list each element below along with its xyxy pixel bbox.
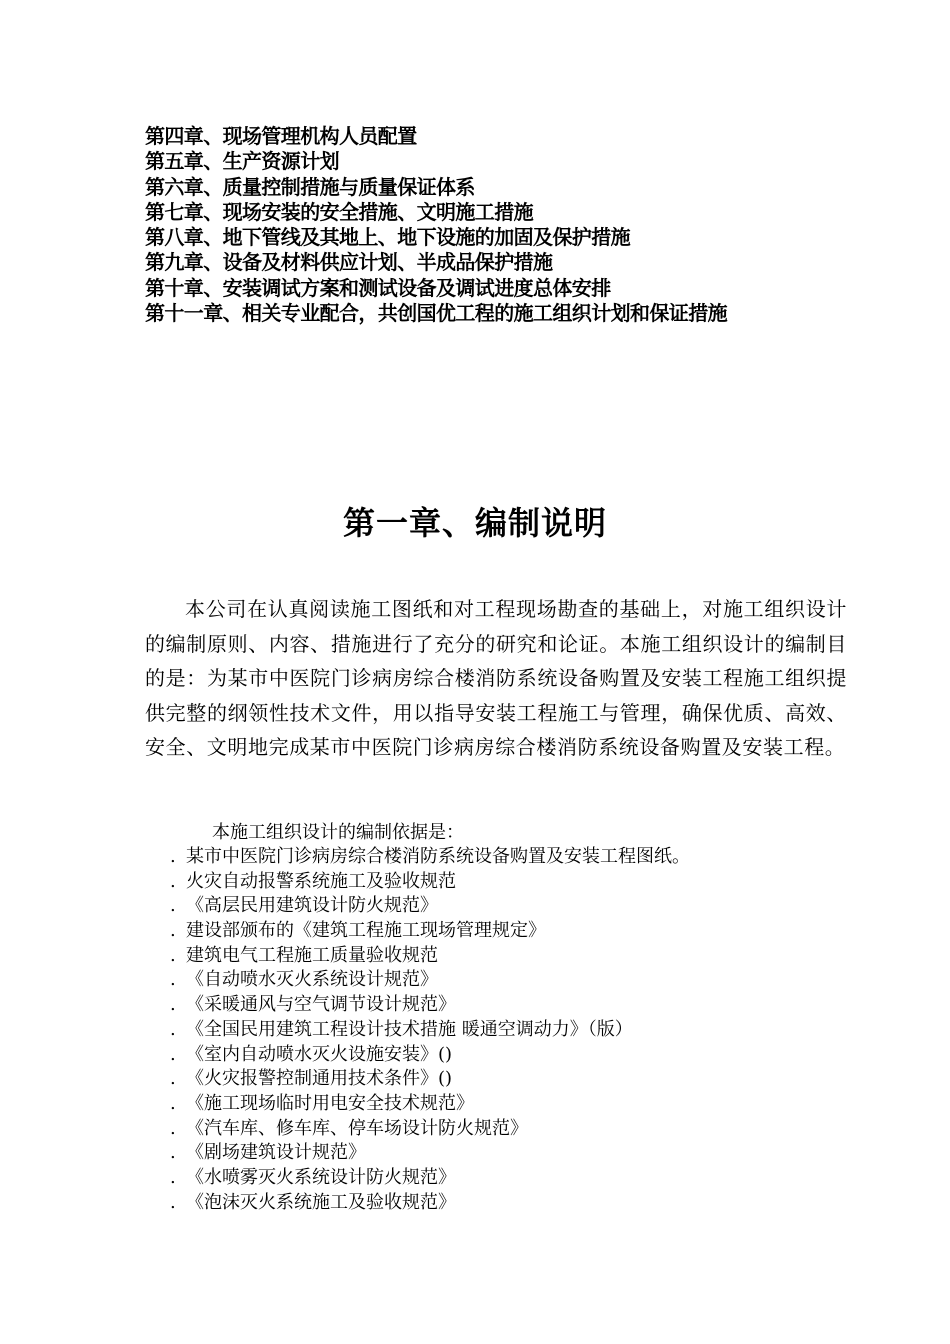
list-item — [170, 968, 910, 993]
list-item-text: 《剧场建筑设计规范》 — [186, 1142, 366, 1164]
table-of-contents — [145, 124, 925, 326]
toc-item-chapter-7: 第七章、现场安装的安全措施、文明施工措施 — [145, 199, 533, 224]
chapter-title: 第一章、编制说明 — [342, 504, 607, 542]
toc-item-chapter-10: 第十章、安装调试方案和测试设备及调试进度总体安排 — [145, 275, 611, 300]
list-item-text: 《泡沫灭火系统施工及验收规范》 — [186, 1191, 456, 1213]
bullet: . — [170, 1018, 176, 1040]
list-item — [170, 919, 910, 944]
list-item-text: 《室内自动喷水灭火设施安装》() — [186, 1043, 453, 1065]
list-item — [170, 993, 910, 1018]
bullet: . — [170, 1191, 176, 1213]
list-item — [170, 845, 910, 870]
list-item-text: 《全国民用建筑工程设计技术措施 暖通空调动力》（版） — [186, 1018, 633, 1040]
list-item — [170, 1043, 910, 1068]
list-item — [170, 1092, 910, 1117]
bullet: . — [170, 846, 176, 867]
list-item — [170, 870, 910, 895]
bullet: . — [170, 1043, 176, 1065]
list-item-text: 《自动喷水灭火系统设计规范》 — [186, 969, 438, 991]
list-item — [170, 1141, 910, 1166]
bullet: . — [170, 920, 176, 942]
toc-item-chapter-5: 第五章、生产资源计划 — [145, 149, 339, 174]
list-item-text: 《施工现场临时用电安全技术规范》 — [186, 1092, 474, 1114]
list-item-text: 火灾自动报警系统施工及验收规范 — [186, 870, 456, 892]
list-item-text: 《汽车库、修车库、停车场设计防火规范》 — [186, 1117, 528, 1139]
bullet: . — [170, 1117, 176, 1139]
basis-list — [170, 820, 910, 1215]
list-item — [170, 1117, 910, 1142]
bullet: . — [170, 994, 176, 1016]
intro-paragraph: 本公司在认真阅读施工图纸和对工程现场勘查的基础上，对施工组织设计的编制原则、内容、措施进行了充分的研究和论证。本施工组织设计的编制目的是：为某市中医院门诊病房综合楼消防系统设备购置及安装工程施工组织提供完整的纲领性技术文件，用以指导安装工程施工与管理，确保优质、高效、安全、文明地完成某市中医院门诊病房综合楼消防系统设备购置及安装工程。 — [145, 597, 847, 759]
list-item-text: 建设部颁布的《建筑工程施工现场管理规定》 — [186, 920, 546, 942]
bullet: . — [170, 944, 176, 966]
toc-item-chapter-4: 第四章、现场管理机构人员配置 — [145, 124, 417, 148]
list-item — [170, 894, 910, 919]
list-item-text: 《火灾报警控制通用技术条件》() — [186, 1068, 453, 1090]
list-item — [170, 1018, 910, 1043]
list-item — [170, 1166, 910, 1191]
bullet: . — [170, 1092, 176, 1114]
list-item — [170, 1191, 910, 1216]
toc-item-chapter-11: 第十一章、相关专业配合，共创国优工程的施工组织计划和保证措施 — [145, 301, 727, 326]
bullet: . — [170, 1166, 176, 1188]
list-item-text: 《高层民用建筑设计防火规范》 — [186, 895, 438, 917]
list-item — [170, 1067, 910, 1092]
toc-item-chapter-6: 第六章、质量控制措施与质量保证体系 — [145, 174, 475, 199]
list-item-text: 《水喷雾灭火系统设计防火规范》 — [186, 1166, 456, 1188]
toc-item-chapter-9: 第九章、设备及材料供应计划、半成品保护措施 — [145, 250, 553, 275]
bullet: . — [170, 1068, 176, 1090]
list-item-text: 建筑电气工程施工质量验收规范 — [186, 944, 438, 966]
basis-heading: 本施工组织设计的编制依据是： — [212, 822, 464, 843]
list-item — [170, 944, 910, 969]
toc-item-chapter-8: 第八章、地下管线及其地上、地下设施的加固及保护措施 — [145, 225, 630, 250]
bullet: . — [170, 895, 176, 917]
list-item-text: 《采暖通风与空气调节设计规范》 — [186, 994, 456, 1016]
bullet: . — [170, 870, 176, 892]
bullet: . — [170, 1142, 176, 1164]
list-item-text: 某市中医院门诊病房综合楼消防系统设备购置及安装工程图纸。 — [186, 846, 690, 867]
bullet: . — [170, 969, 176, 991]
